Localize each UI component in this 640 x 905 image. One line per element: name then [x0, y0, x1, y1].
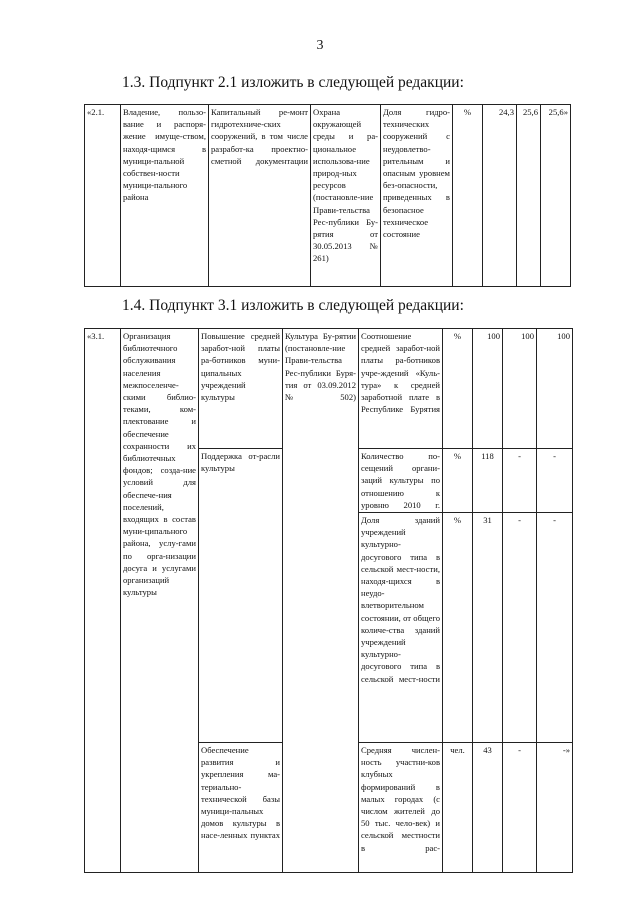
- value-cell-2: 25,6: [517, 105, 541, 287]
- task-cell: Владение, пользо-вание и распоря-жение имуще-ством, находя-щимся в муници-пальной собствен-ности муници-пального района: [121, 105, 209, 287]
- value-cell-2: -: [503, 513, 537, 743]
- value-cell-3: 100: [537, 329, 573, 449]
- unit-cell: %: [453, 105, 483, 287]
- indicator-cell: Соотношение средней заработ-ной платы ра-ботников учре-ждений «Куль-тура» к средней заработной плате в Республике Бурятия: [359, 329, 443, 449]
- table-row: [85, 105, 571, 287]
- value-cell-2: -: [503, 743, 537, 873]
- measure-cell: Повышение средней заработ-ной платы ра-ботников муни-ципальных учреждений культуры: [199, 329, 283, 449]
- row-number: «3.1.: [85, 329, 121, 873]
- row-number: «2.1.: [85, 105, 121, 287]
- page-number: 3: [316, 38, 324, 53]
- indicator-cell: Доля зданий учреждений культурно-досугового типа в сельской мест-ности, находя-щихся в неудо-влетворительном состоянии, от общего количе-ства зданий учреждений культурно-досугового типа в сельской мест-ности: [359, 513, 443, 743]
- value-cell-1: 31: [473, 513, 503, 743]
- value-cell-3: -: [537, 513, 573, 743]
- section-heading-1-4: 1.4. Подпункт 3.1 изложить в следующей редакции:: [122, 297, 464, 314]
- indicator-cell: Доля гидро-технических сооружений с неудовлетво-рительным и опасным уровнем без-опасности, приведенных в безопасное техническое состояние: [381, 105, 453, 287]
- table-row: [85, 329, 573, 449]
- measure-cell: Обеспечение развития и укрепления ма-териально-технической базы муници-пальных домов культуры в насе-ленных пунктах: [199, 743, 283, 873]
- value-cell-1: 118: [473, 449, 503, 513]
- value-cell-3: -»: [537, 743, 573, 873]
- table-subitem-3-1: [84, 328, 573, 873]
- indicator-cell: Количество по-сещений органи-заций культуры по отношению к уровню 2010 г.: [359, 449, 443, 513]
- indicator-cell: Средняя числен-ность участни-ков клубных формирований в малых городах (с числом жителей до 50 тыс. чело-век) и сельской местности в рас-: [359, 743, 443, 873]
- program-cell: Охрана окружающей среды и ра-циональное использова-ние природ-ных ресурсов (постановле-ние Прави-тельства Рес-публики Бу-рятия от 30.05.2013 № 261): [311, 105, 381, 287]
- value-cell-1: 100: [473, 329, 503, 449]
- unit-cell: %: [443, 329, 473, 449]
- measure-cell: Поддержка от-расли культуры: [199, 449, 283, 743]
- value-cell-2: -: [503, 449, 537, 513]
- value-cell-1: 24,3: [483, 105, 517, 287]
- value-cell-3: 25,6»: [541, 105, 571, 287]
- task-cell: Организация библиотечного обслуживания населения межпоселенче-скими библио-теками, ком-плектование и обеспечение сохранности их библиотечных фондов; созда-ние условий для обеспече-ния поселений, входящих в состав муни-ципального района, услу-гами по орга-низации досуга и услугами организаций культуры: [121, 329, 199, 873]
- table-subitem-2-1: [84, 104, 571, 287]
- section-heading-1-3: 1.3. Подпункт 2.1 изложить в следующей редакции:: [122, 74, 464, 91]
- value-cell-3: -: [537, 449, 573, 513]
- unit-cell: чел.: [443, 743, 473, 873]
- unit-cell: %: [443, 513, 473, 743]
- program-cell: Культура Бу-рятии (постановле-ние Прави-тельства Рес-публики Буря-тия от 03.09.2012 № 502): [283, 329, 359, 873]
- unit-cell: %: [443, 449, 473, 513]
- value-cell-1: 43: [473, 743, 503, 873]
- value-cell-2: 100: [503, 329, 537, 449]
- measure-cell: Капитальный ре-монт гидротехниче-ских сооружений, в том числе разработ-ка проектно-сметной документации: [209, 105, 311, 287]
